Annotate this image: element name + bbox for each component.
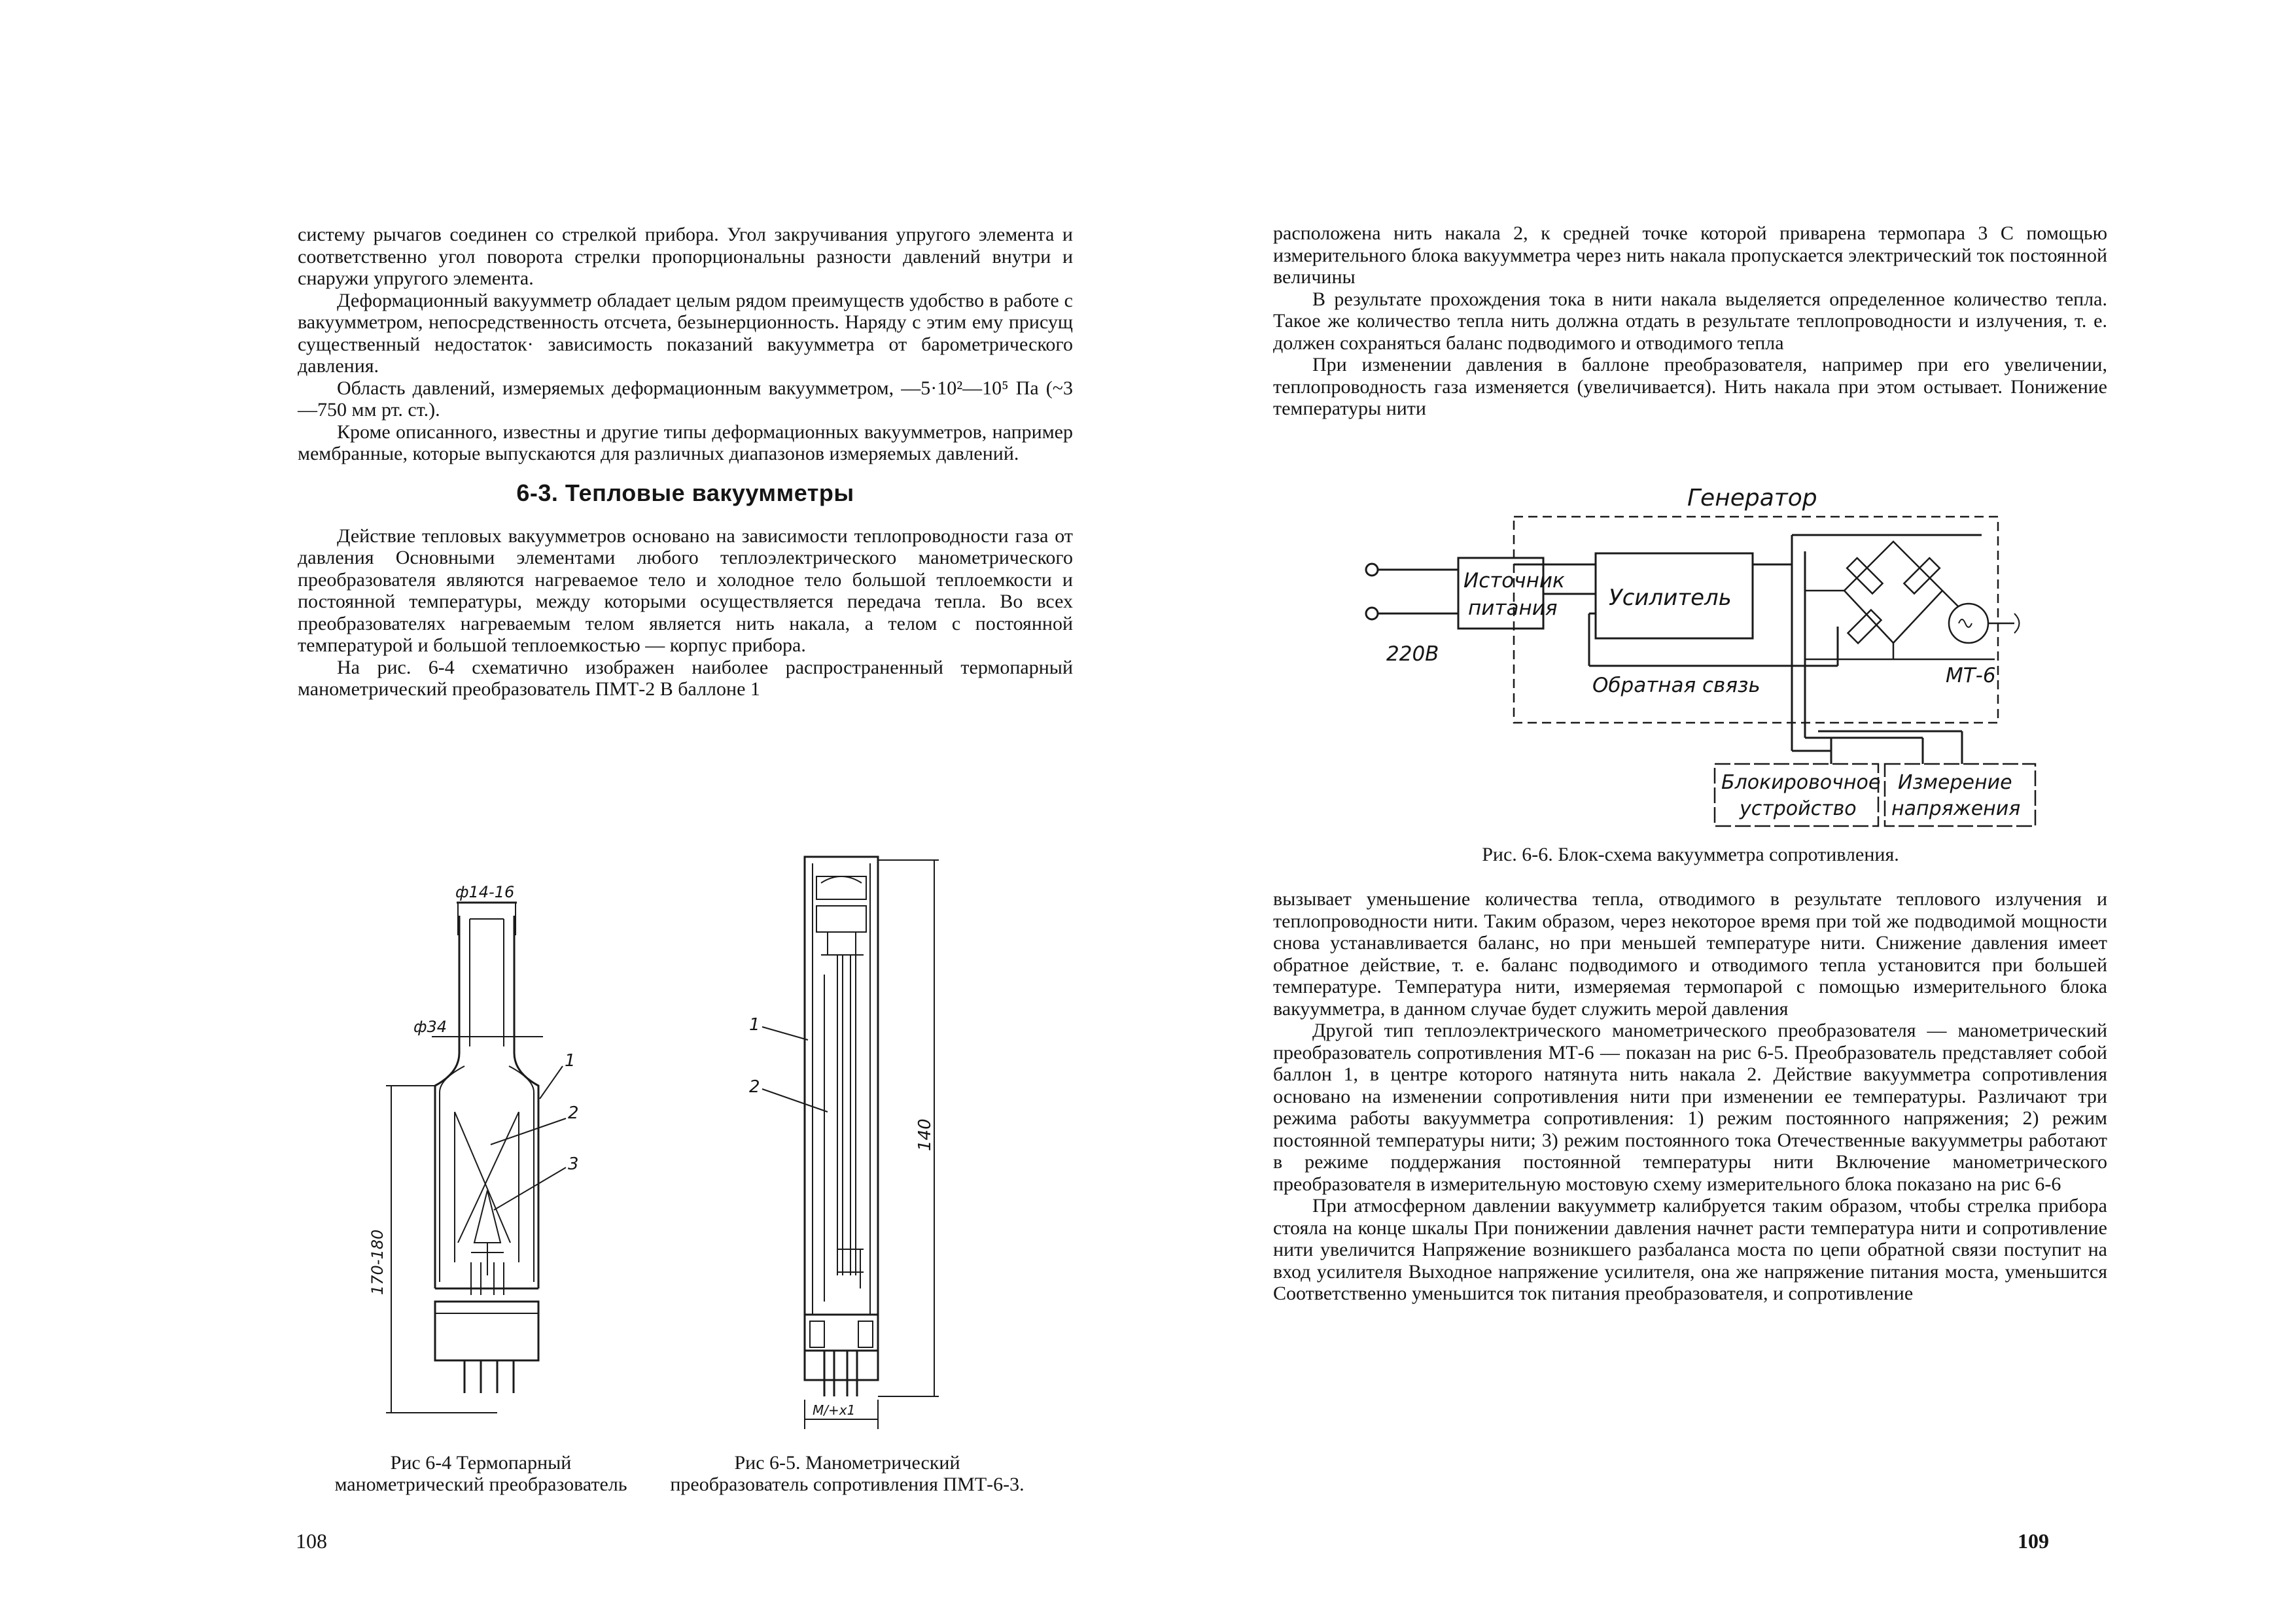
dim-label: 170-180 — [368, 1229, 387, 1295]
right-text-column-top — [1273, 222, 2107, 420]
generator-label: Генератор — [1687, 485, 1817, 511]
right-text-column-bottom — [1273, 888, 2107, 1305]
blocking-device-label: Блокировочное — [1721, 771, 1881, 794]
power-source-label: питания — [1468, 596, 1558, 620]
dim-label: 140 — [915, 1118, 935, 1151]
paragraph: При атмосферном давлении вакуумметр калибруется таким образом, чтобы стрелка прибора стояла на конце шкалы При понижении давления начнет расти температура нити и сопротивление нити увеличится Напряжение возникшего разбаланса моста по цепи обратной связи поступит на вход усилителя Выходное напряжение усилителя, она же напряжение питания моста, уменьшится Соответственно уменьшится ток питания преобразователя, и сопротивление — [1273, 1195, 2107, 1304]
paragraph: Деформационный вакуумметр обладает целым рядом преимуществ удобство в работе с вакуумметром, непосредственность отсчета, безынерционность. Наряду с этим ему присущ существенный недостаток· зависимость показаний вакуумметра от барометрического давления. — [298, 289, 1073, 377]
figure-6-5-caption: Рис 6-5. Манометрический преобразователь сопротивления ПМТ-6-3. — [670, 1452, 1025, 1495]
blocking-device-label: устройство — [1740, 797, 1857, 820]
page-number: 109 — [2018, 1529, 2049, 1553]
dim-label: М/+х1 — [813, 1402, 856, 1418]
dim-label: ф14-16 — [455, 883, 515, 901]
power-source-label: Источник — [1463, 569, 1565, 593]
paragraph: Область давлений, измеряемых деформационным вакуумметром, —5·10²—10⁵ Па (~3—750 мм рт. ст.). — [298, 377, 1073, 421]
paragraph: Действие тепловых вакуумметров основано на зависимости теплопроводности газа от давления Основными элементами любого теплоэлектрического манометрического преобразователя являются нагреваемое тело и холодное тело большой теплоемкости и постоянной температуры, между которыми осуществляется передача тепла. Во всех преобразователях нагреваемым телом является нить накала, а телом с постоянной температурой и большой теплоемкостью — корпус прибора. — [298, 525, 1073, 656]
figure-6-4-caption: Рис 6-4 Термопарный манометрический преобразователь — [334, 1452, 627, 1495]
feedback-label: Обратная связь — [1592, 674, 1761, 697]
paragraph: вызывает уменьшение количества тепла, отводимого в результате теплового излучения и теплопроводности нити. Таким образом, через некоторое время при той же подводимой мощности снова устанавливается баланс, но при меньшей температуре нити. Снижение давления имеет обратное действие, т. е. баланс подводимого и отводимого тепла установится при большей температуре. Температура нити, измеряемая термопарой с помощью измерительного блока вакуумметра, в данном случае будет служить мерой давления — [1273, 888, 2107, 1020]
paragraph: Кроме описанного, известны и другие типы деформационных вакуумметров, например мембранные, которые выпускаются для различных диапазонов измеряемых давлений. — [298, 421, 1073, 464]
paragraph: На рис. 6-4 схематично изображен наиболее распространенный термопарный манометрический преобразователь ПМТ-2 В баллоне 1 — [298, 656, 1073, 700]
voltage-measure-label: напряжения — [1891, 797, 2021, 820]
figure-6-4-thermocouple-gauge — [366, 876, 602, 1432]
part-label: 2 — [749, 1077, 760, 1097]
amplifier-label: Усилитель — [1609, 585, 1732, 611]
figure-6-6-caption: Рис. 6-6. Блок-схема вакуумметра сопротивления. — [1482, 844, 1899, 865]
part-label: 1 — [565, 1051, 576, 1071]
paragraph: В результате прохождения тока в нити накала выделяется определенное количество тепла. Такое же количество тепла нить должна отдать в результате теплопроводности и излучения, т. е. должен сохраняться баланс подводимого и отводимого тепла — [1273, 288, 2107, 354]
voltage-measure-label: Измерение — [1898, 771, 2012, 794]
paragraph: Другой тип теплоэлектрического манометрического преобразователя — манометрический преобразователь сопротивления МТ-6 — показан на рис 6-5. Преобразователь представляет собой баллон 1, в центре которого натянута нить накала 2. Действие вакуумметра сопротивления основано на изменении сопротивления нити при изменении ее температуры. Различают три режима работы вакуумметра сопротивления: 1) режим постоянного напряжения; 2) режим постоянной температуры нити; 3) режим постоянного тока Отечественные вакуумметры работают в режиме поддержания постоянной температуры нити Включение манометрического преобразователя в измерительную мостовую схему измерительного блока показано на рис 6-6 — [1273, 1020, 2107, 1195]
voltage-label: 220В — [1386, 642, 1439, 666]
section-title: 6-3. Тепловые вакуумметры — [516, 479, 854, 506]
dim-label: ф34 — [413, 1018, 447, 1036]
page-number: 108 — [296, 1529, 327, 1553]
paragraph: При изменении давления в баллоне преобразователя, например при его увеличении, теплопроводность газа изменяется (увеличивается). Нить накала при этом остывает. Понижение температуры нити — [1273, 354, 2107, 419]
figure-6-5-resistance-gauge — [739, 844, 962, 1452]
part-label: 1 — [749, 1015, 760, 1035]
sensor-label: МТ-6 — [1946, 664, 1996, 687]
paragraph: расположена нить накала 2, к средней точке которой приварена термопара 3 С помощью измерительного блока вакуумметра через нить накала пропускается электрический ток постоянной величины — [1273, 222, 2107, 288]
paragraph: системy рычагов соединен со стрелкой прибора. Угол закручивания упругого элемента и соответственно угол поворота стрелки пропорциональны разности давлений внутри и снаружи упругого элемента. — [298, 224, 1073, 289]
part-label: 2 — [568, 1103, 579, 1123]
left-text-column — [298, 224, 1073, 700]
part-label: 3 — [568, 1154, 579, 1174]
figure-6-6-block-diagram — [1334, 476, 2041, 829]
right-page — [1148, 0, 2295, 1624]
